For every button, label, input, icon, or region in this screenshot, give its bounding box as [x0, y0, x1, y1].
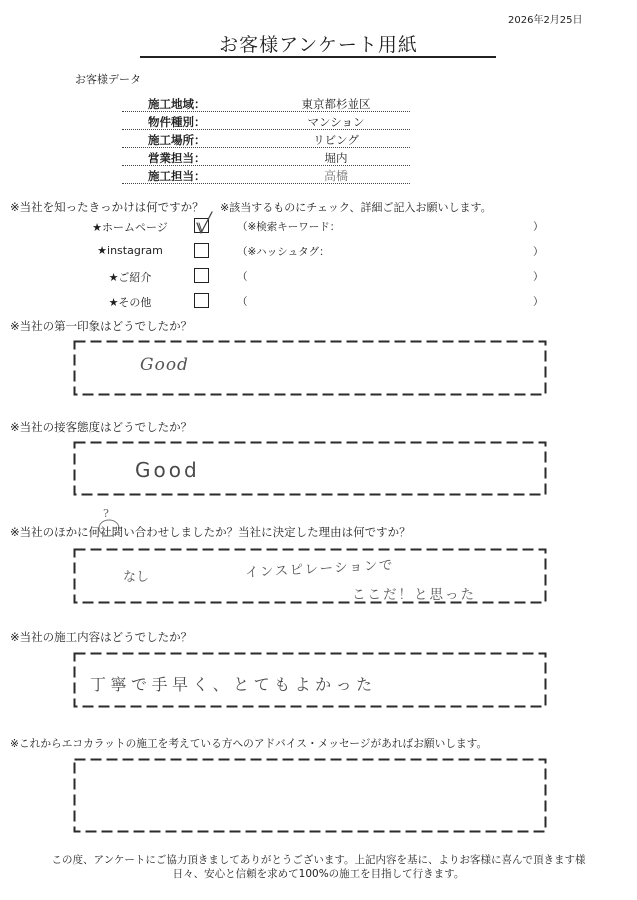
option-label: ★その他 — [108, 296, 152, 309]
question-installation-quality: ※当社の施工内容はどうでしたか？ — [10, 630, 193, 644]
option-referral — [0, 268, 637, 284]
row-label: 営業担当： — [148, 151, 206, 165]
option-detail-prefix: （※ハッシュタグ： — [237, 246, 330, 258]
row-value: 堀内 — [324, 151, 348, 165]
option-label: ★ご紹介 — [108, 271, 152, 284]
option-detail-suffix: ） — [533, 296, 544, 308]
advice-message-answer-box — [73, 758, 547, 833]
option-detail-prefix: （ — [237, 296, 248, 308]
option-other — [0, 293, 637, 309]
decision-reason-answer-line1: インスピレーションで — [244, 557, 395, 581]
row-label: 施工地域： — [148, 97, 206, 111]
row-value: マンション — [307, 115, 365, 129]
row-value-handwritten: 高橋 — [323, 169, 348, 183]
installation-quality-answer: 丁寧で手早く、とてもよかった — [90, 675, 377, 694]
other-companies-count-answer: なし — [123, 570, 150, 585]
question-other-companies: ※当社のほかに何社問い合わせしましたか？当社に決定した理由は何ですか？ — [10, 525, 411, 539]
check-mark-icon — [193, 211, 217, 237]
customer-row-area — [122, 94, 410, 112]
option-checkbox — [194, 293, 209, 308]
row-label: 施工担当： — [148, 169, 206, 183]
handwritten-circle-mark — [97, 518, 121, 538]
footer-line-1: この度、アンケートにご協力頂きましてありがとうございます。上記内容を基に、よりお客様に喜んで頂きます様 — [51, 854, 586, 866]
row-label: 施工場所： — [148, 133, 206, 147]
option-checkbox — [194, 268, 209, 283]
row-value: 東京都杉並区 — [301, 97, 371, 111]
row-label: 物件種別： — [148, 115, 206, 129]
option-detail-suffix: ） — [533, 271, 544, 283]
option-instagram — [0, 243, 637, 259]
installation-quality-answer-box — [73, 652, 547, 708]
option-detail-suffix: ） — [533, 246, 544, 258]
option-label: ★instagram — [97, 244, 163, 257]
handwritten-annotation: ? — [103, 507, 109, 520]
customer-row-location — [122, 130, 410, 148]
option-detail-prefix: （※検索キーワード： — [237, 221, 341, 233]
row-value: リビング — [313, 133, 359, 147]
option-label: ★ホームページ — [92, 221, 168, 234]
decision-reason-answer-line2: ここだ！と思った — [352, 587, 476, 603]
question-instruction: ※該当するものにチェック、詳細ご記入お願いします。 — [220, 201, 492, 214]
customer-row-property-type — [122, 112, 410, 130]
question-customer-service: ※当社の接客態度はどうでしたか？ — [10, 420, 193, 434]
customer-data-heading: お客様データ — [75, 73, 141, 86]
question-first-impression: ※当社の第一印象はどうでしたか？ — [10, 319, 193, 333]
option-homepage — [0, 218, 637, 234]
footer-line-2: 日々、安心と信頼を求めて100%の施工を目指して行きます。 — [172, 868, 465, 880]
customer-row-sales-rep — [122, 148, 410, 166]
customer-row-installer — [122, 166, 410, 184]
first-impression-answer: Good — [140, 355, 189, 375]
option-detail-suffix: ） — [533, 221, 544, 233]
dashed-border — [73, 758, 547, 833]
other-companies-answer-box — [73, 548, 547, 604]
customer-service-answer: Good — [135, 458, 200, 482]
customer-service-answer-box — [73, 441, 547, 496]
title-underline — [140, 56, 496, 58]
option-checkbox — [194, 218, 209, 233]
first-impression-answer-box — [73, 340, 547, 396]
option-detail-prefix: （ — [237, 271, 248, 283]
question-advice-message: ※これからエコカラットの施工を考えている方へのアドバイス・メッセージがあればお願いします。 — [10, 737, 488, 750]
survey-date: 2026年2月25日 — [508, 15, 583, 26]
question-discovery: ※当社を知ったきっかけは何ですか？ — [10, 200, 204, 214]
option-checkbox — [194, 243, 209, 258]
page-title: お客様アンケート用紙 — [219, 34, 418, 56]
